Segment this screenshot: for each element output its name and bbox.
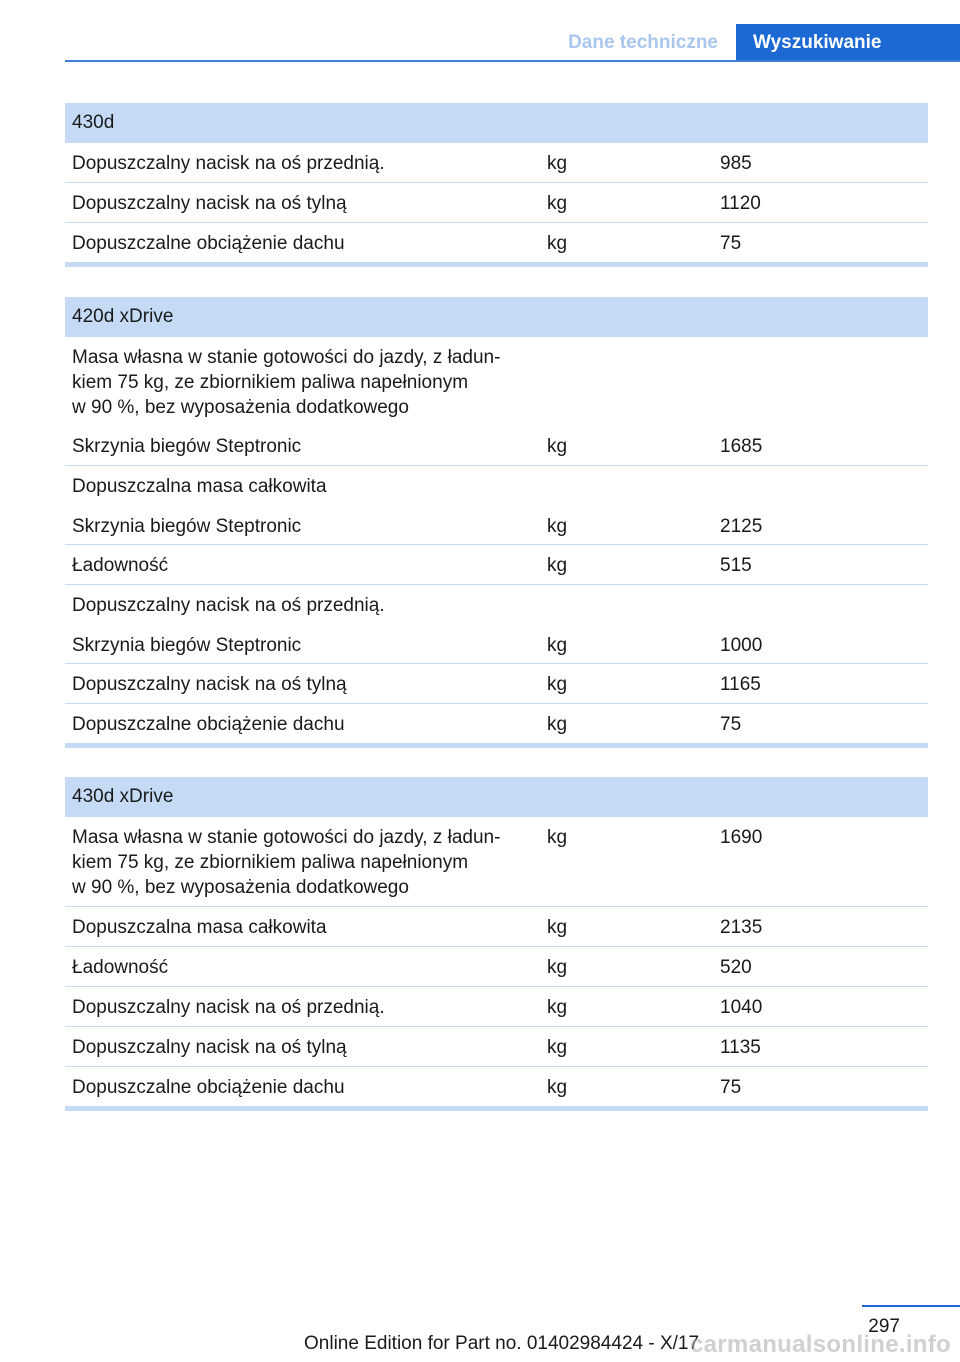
- row-label: Ładowność: [72, 957, 169, 978]
- row-unit: kg: [547, 436, 568, 457]
- row-value: 1685: [720, 436, 763, 457]
- row-unit: kg: [547, 555, 568, 576]
- row-unit: kg: [547, 997, 568, 1018]
- row-unit: kg: [547, 957, 568, 978]
- spec-table-420d-xdrive: [65, 297, 928, 748]
- row-label: Dopuszczalna masa całkowita: [72, 917, 327, 938]
- table-row: [65, 506, 928, 545]
- row-value: 1165: [720, 674, 761, 695]
- table-row: [65, 223, 928, 267]
- row-value: 75: [720, 233, 742, 254]
- row-label: Skrzynia biegów Steptronic: [72, 635, 302, 656]
- row-value: 1000: [720, 635, 763, 656]
- row-value: 515: [720, 555, 752, 576]
- table-row: [65, 907, 928, 947]
- table-row: [65, 585, 928, 625]
- row-value: 520: [720, 957, 752, 978]
- table-row: [65, 143, 928, 183]
- row-label: Dopuszczalne obciążenie dachu: [72, 714, 345, 735]
- edition-note: Online Edition for Part no. 01402984424 - X/17: [304, 1333, 700, 1354]
- header-nav: [0, 24, 960, 62]
- row-label: Dopuszczalny nacisk na oś przednią.: [72, 997, 385, 1018]
- table-row: [65, 817, 928, 907]
- table-title: 430d xDrive: [65, 777, 928, 817]
- table-row: [65, 1027, 928, 1067]
- row-value: 1120: [720, 193, 761, 214]
- row-value: 1690: [720, 827, 763, 848]
- row-unit: kg: [547, 1077, 568, 1098]
- nav-tab-dane-techniczne[interactable]: Dane techniczne: [568, 32, 718, 53]
- table-title: 430d: [65, 103, 928, 143]
- table-row: [65, 664, 928, 704]
- table-row: [65, 545, 928, 585]
- table-row: [65, 947, 928, 987]
- row-value: 75: [720, 1077, 742, 1098]
- row-unit: kg: [547, 153, 568, 174]
- row-label: Dopuszczalny nacisk na oś przednią.: [72, 153, 385, 174]
- row-value: 1135: [720, 1037, 761, 1058]
- row-label: Masa własna w stanie gotowości do jazdy, z ładun- kiem 75 kg, ze zbiornikiem paliwa napełnionym w 90 %, bez wyposażenia dodatkowego: [72, 827, 501, 898]
- row-unit: kg: [547, 714, 568, 735]
- row-label: Ładowność: [72, 555, 169, 576]
- table-row: [65, 625, 928, 664]
- row-unit: kg: [547, 635, 568, 656]
- table-row: [65, 1067, 928, 1111]
- footer-rule: [862, 1305, 960, 1307]
- watermark: carmanualsonline.info: [690, 1331, 952, 1358]
- row-unit: kg: [547, 1037, 568, 1058]
- row-unit: kg: [547, 516, 568, 537]
- row-label: Dopuszczalne obciążenie dachu: [72, 233, 345, 254]
- row-label: Dopuszczalny nacisk na oś tylną: [72, 674, 347, 695]
- table-row: [65, 183, 928, 223]
- spec-table-430d-xdrive: [65, 777, 928, 1111]
- row-label: Skrzynia biegów Steptronic: [72, 436, 302, 457]
- table-title: 420d xDrive: [65, 297, 928, 337]
- row-value: 75: [720, 714, 742, 735]
- row-unit: kg: [547, 233, 568, 254]
- nav-tab-wyszukiwanie[interactable]: Wyszukiwanie: [736, 24, 960, 62]
- table-row: [65, 987, 928, 1027]
- row-unit: kg: [547, 827, 568, 848]
- row-label: Dopuszczalna masa całkowita: [72, 476, 327, 497]
- row-value: 2125: [720, 516, 763, 537]
- table-row: [65, 426, 928, 466]
- row-label: Dopuszczalny nacisk na oś przednią.: [72, 595, 385, 616]
- row-label: Dopuszczalny nacisk na oś tylną: [72, 193, 347, 214]
- table-row: [65, 466, 928, 506]
- row-value: 1040: [720, 997, 763, 1018]
- row-unit: kg: [547, 674, 568, 695]
- table-row: [65, 337, 928, 426]
- page-number: 297: [868, 1316, 900, 1337]
- row-label: Dopuszczalne obciążenie dachu: [72, 1077, 345, 1098]
- spec-table-430d: [65, 103, 928, 267]
- row-unit: kg: [547, 193, 568, 214]
- row-unit: kg: [547, 917, 568, 938]
- row-label: Masa własna w stanie gotowości do jazdy, z ładun- kiem 75 kg, ze zbiornikiem paliwa napełnionym w 90 %, bez wyposażenia dodatkowego: [72, 347, 501, 418]
- header-divider: [65, 60, 960, 62]
- row-value: 2135: [720, 917, 763, 938]
- row-label: Dopuszczalny nacisk na oś tylną: [72, 1037, 347, 1058]
- row-value: 985: [720, 153, 752, 174]
- row-label: Skrzynia biegów Steptronic: [72, 516, 302, 537]
- table-row: [65, 704, 928, 748]
